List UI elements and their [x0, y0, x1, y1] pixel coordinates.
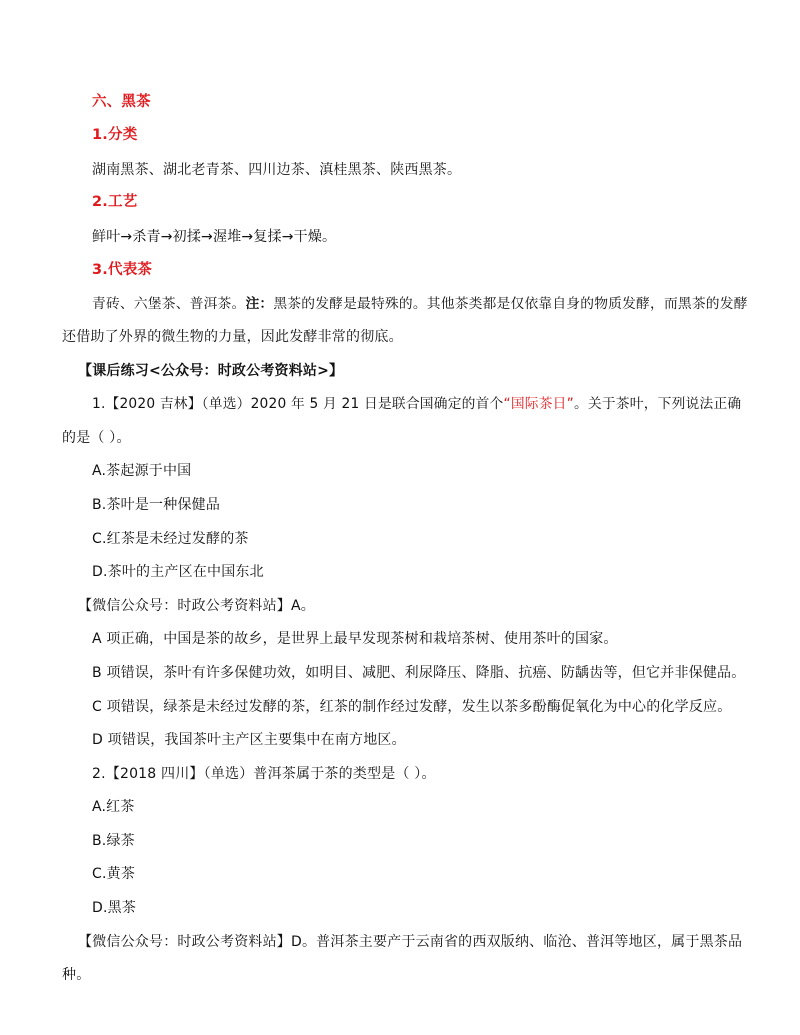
- classification-heading: 1.分类: [92, 127, 138, 143]
- question-1-option-a: A.茶起源于中国: [92, 463, 192, 479]
- section-title: 六、黑茶: [92, 94, 151, 110]
- question-1-explanation-a: A 项正确，中国是茶的故乡，是世界上最早发现茶树和栽培茶树、使用茶叶的国家。: [92, 631, 618, 647]
- question-2-option-c: C.黄茶: [92, 866, 136, 882]
- question-2-option-d: D.黑茶: [92, 900, 137, 916]
- question-1-explanation-d: D 项错误，我国茶叶主产区主要集中在南方地区。: [92, 732, 406, 748]
- representative-paragraph-line2: 还借助了外界的微生物的力量，因此发酵非常的彻底。: [62, 329, 403, 345]
- question-1-explanation-c: C 项错误，绿茶是未经过发酵的茶，红茶的制作经过发酵，发生以茶多酚酶促氧化为中心的化学反应。: [92, 699, 732, 715]
- representative-teas: 青砖、六堡茶、普洱茶。: [92, 296, 246, 312]
- representative-heading: 3.代表茶: [92, 262, 153, 278]
- question-1-option-c: C.红茶是未经过发酵的茶: [92, 531, 249, 547]
- question-2-option-b: B.绿茶: [92, 833, 135, 849]
- question-1-option-d: D.茶叶的主产区在中国东北: [92, 564, 264, 580]
- question-1-option-b: B.茶叶是一种保健品: [92, 497, 221, 513]
- question-1-stem-end: 。关于茶叶，下列说法正确: [573, 396, 742, 412]
- question-1-line1: [92, 394, 741, 414]
- question-1-answer: 【微信公众号：时政公考资料站】A。: [78, 598, 315, 614]
- question-1-highlight: “国际茶日”: [503, 396, 574, 412]
- note-text: 黑茶的发酵是最特殊的。其他茶类都是仅依靠自身的物质发酵，而黑茶的发酵: [273, 296, 748, 312]
- classification-text: 湖南黑茶、湖北老青茶、四川边茶、滇桂黑茶、陕西黑茶。: [92, 162, 462, 178]
- process-heading: 2.工艺: [92, 194, 138, 210]
- question-2-line1: 2.【2018 四川】（单选）普洱茶属于茶的类型是（ ）。: [92, 766, 436, 782]
- note-label: 注：: [245, 296, 274, 312]
- question-2-option-a: A.红茶: [92, 799, 135, 815]
- question-1-explanation-b: B 项错误，茶叶有许多保健功效，如明目、减肥、利尿降压、降脂、抗癌、防龋齿等，但它并非保健品。: [92, 665, 746, 681]
- representative-paragraph-line1: [92, 294, 748, 314]
- question-2-answer-line2: 种。: [62, 967, 91, 983]
- exercise-heading: 【课后练习<公众号：时政公考资料站>】: [78, 363, 344, 379]
- process-text: 鲜叶→杀青→初揉→渥堆→复揉→干燥。: [92, 229, 337, 245]
- question-2-answer-line1: 【微信公众号：时政公考资料站】D。普洱茶主要产于云南省的西双版纳、临沧、普洱等地区，属于黑茶品: [78, 934, 743, 950]
- question-1-line2: 的是（ ）。: [62, 430, 131, 446]
- question-1-stem: 1.【2020 吉林】（单选）2020 年 5 月 21 日是联合国确定的首个: [92, 396, 504, 412]
